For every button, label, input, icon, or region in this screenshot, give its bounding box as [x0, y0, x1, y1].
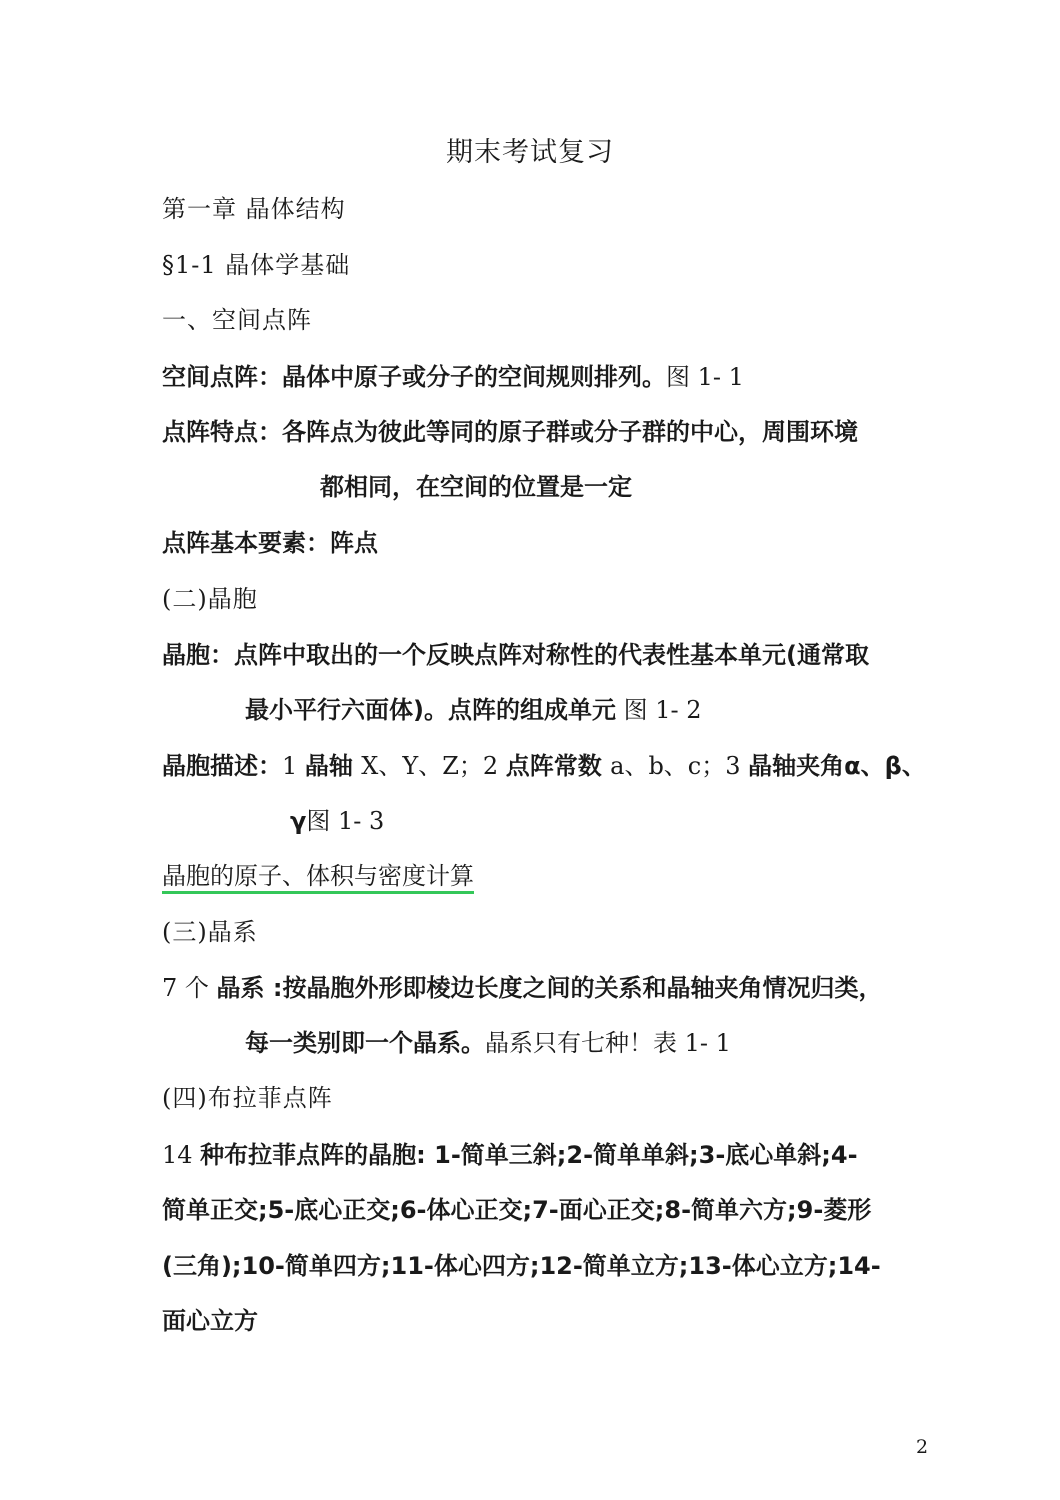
- definition-text: 晶体中原子或分子的空间规则排列。: [282, 363, 666, 391]
- definition-text: 最小平行六面体)。点阵的组成单元: [245, 696, 616, 724]
- underlined-note: 晶胞的原子、体积与密度计算: [162, 862, 474, 894]
- definition-text: 各阵点为彼此等同的原子群或分子群的中心，周围环境: [282, 418, 858, 446]
- paragraph-bravais-line3: (三角);10-简单四方;11-体心四方;12-简单立方;13-体心立方;14-: [162, 1252, 881, 1280]
- definition-text: 按晶胞外形即棱边长度之间的关系和晶轴夹角情况归类，: [282, 974, 883, 1002]
- paragraph-lattice-features-cont: 都相同，在空间的位置是一定: [320, 473, 632, 501]
- term-constants: 点阵常数: [505, 752, 611, 780]
- paragraph-lattice-features: [162, 417, 858, 447]
- term-label: 点阵基本要素：: [162, 529, 330, 557]
- constant-values: a、b、c；3: [610, 752, 749, 780]
- term-axes: 晶轴: [304, 752, 362, 780]
- paragraph-unit-cell-cont: [245, 695, 702, 725]
- figure-ref: 图 1- 2: [623, 696, 702, 724]
- count-label: 14: [162, 1141, 201, 1169]
- term-label: 点阵特点：: [162, 418, 282, 446]
- figure-ref: 图 1- 3: [306, 807, 385, 835]
- paragraph-unit-cell: [162, 640, 869, 670]
- term-label: 晶系 :: [216, 974, 283, 1002]
- paragraph-lattice-elements: [162, 528, 378, 558]
- chapter-heading: 第一章 晶体结构: [162, 195, 346, 223]
- item-number: 1: [282, 752, 305, 780]
- subsection-bravais: (四)布拉菲点阵: [162, 1084, 333, 1112]
- note-calculation: [162, 861, 474, 891]
- paragraph-cell-description: [162, 751, 926, 781]
- subsection-space-lattice: 一、空间点阵: [162, 306, 312, 334]
- paragraph-space-lattice: [162, 362, 744, 392]
- paragraph-bravais-line2: 简单正交;5-底心正交;6-体心正交;7-面心正交;8-简单六方;9-菱形: [162, 1196, 872, 1224]
- definition-text: 阵点: [330, 529, 378, 557]
- subsection-crystal-system: (三)晶系: [162, 918, 258, 946]
- bravais-list: 1-简单三斜;2-简单单斜;3-底心单斜;4-: [434, 1141, 858, 1169]
- count-label: 7 个: [162, 974, 217, 1002]
- paragraph-crystal-system-cont: [245, 1028, 731, 1058]
- paragraph-bravais-line4: 面心立方: [162, 1307, 258, 1335]
- term-label: 晶胞描述：: [162, 752, 282, 780]
- paragraph-bravais-line1: [162, 1140, 858, 1170]
- definition-text: 点阵中取出的一个反映点阵对称性的代表性基本单元(通常取: [234, 641, 869, 669]
- page-number: 2: [916, 1436, 929, 1458]
- section-heading: §1-1 晶体学基础: [162, 251, 351, 279]
- term-label: 种布拉菲点阵的晶胞:: [200, 1141, 435, 1169]
- gamma-symbol: γ: [290, 807, 307, 835]
- figure-ref: 图 1- 1: [666, 363, 744, 391]
- table-ref: 晶系只有七种！表 1- 1: [485, 1029, 731, 1057]
- term-label: 空间点阵：: [162, 363, 282, 391]
- axes-values: X、Y、Z；2: [361, 752, 506, 780]
- term-angles: 晶轴夹角α、β、: [748, 752, 926, 780]
- term-label: 晶胞：: [162, 641, 234, 669]
- paragraph-crystal-system: [162, 973, 882, 1003]
- subsection-unit-cell: (二)晶胞: [162, 585, 258, 613]
- page-title: 期末考试复习: [446, 137, 614, 168]
- definition-text: 每一类别即一个晶系。: [245, 1029, 485, 1057]
- paragraph-cell-description-cont: [290, 806, 384, 836]
